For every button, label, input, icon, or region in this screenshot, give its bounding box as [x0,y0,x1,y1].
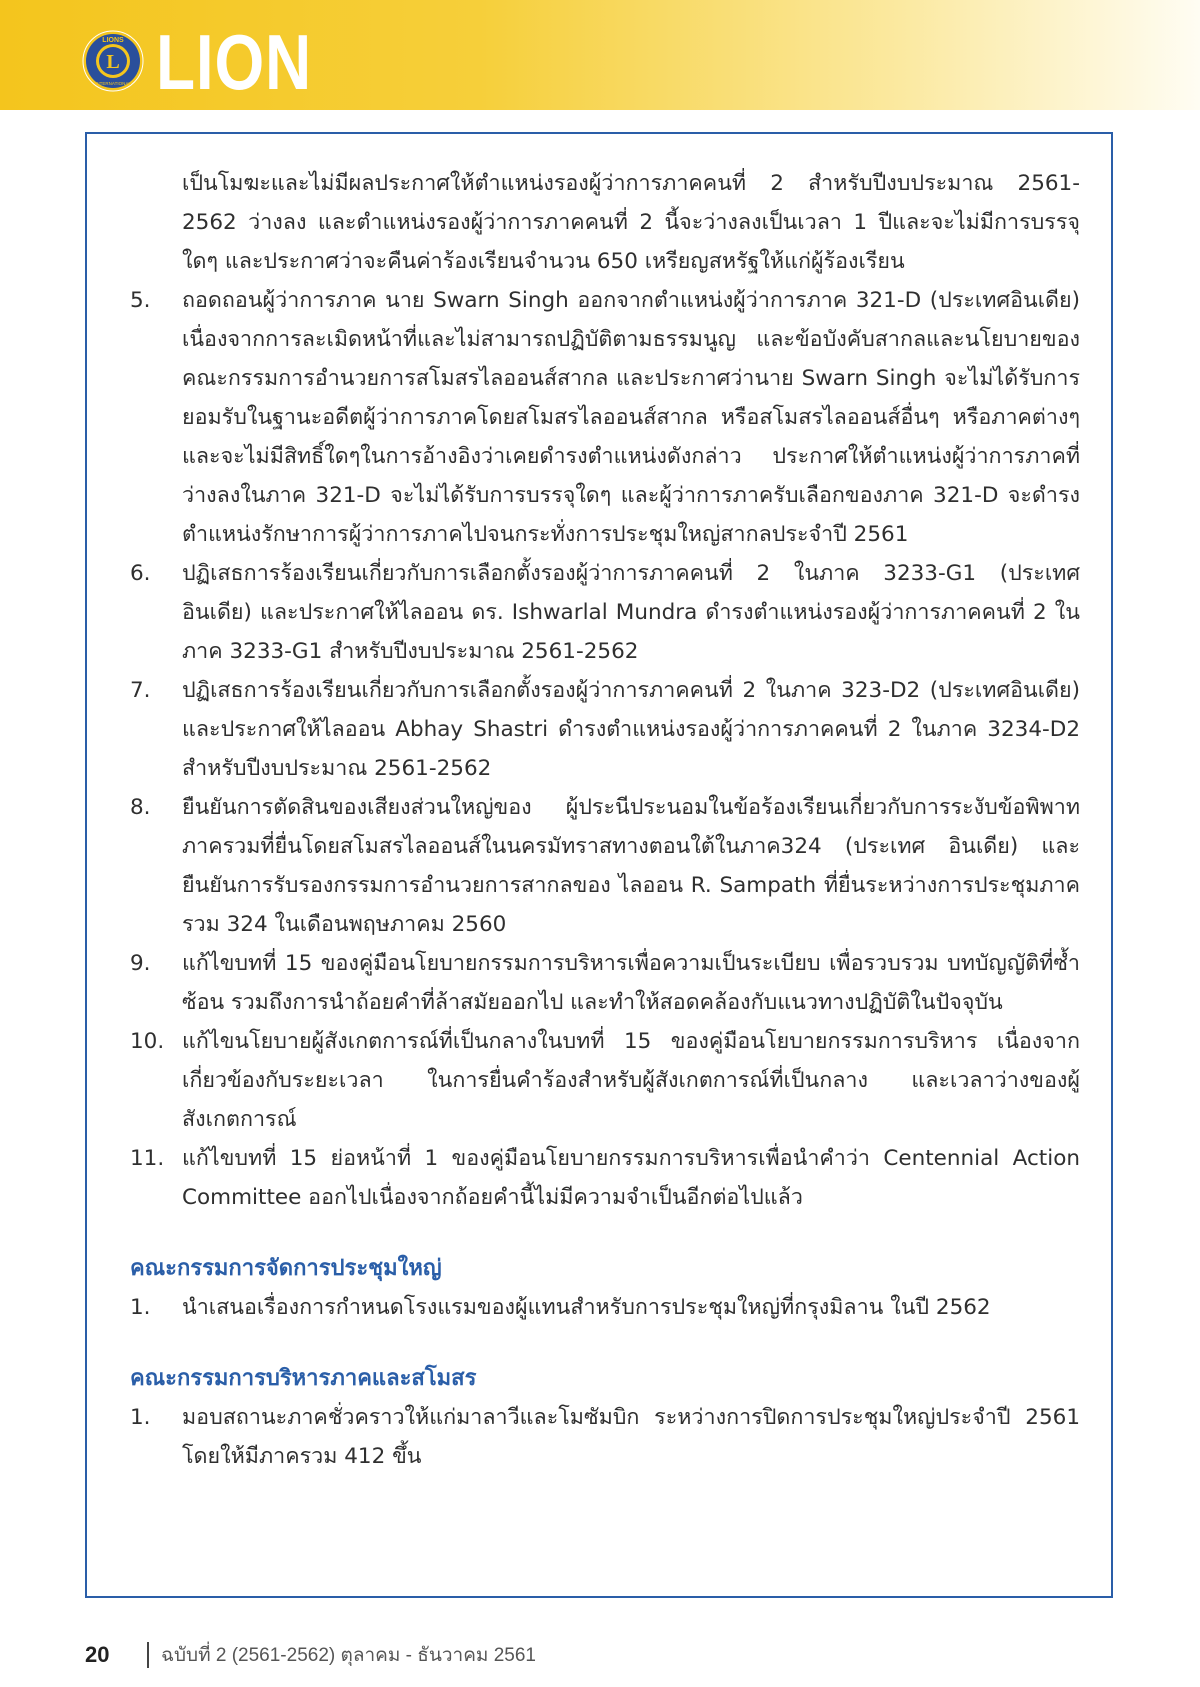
item-number: 6. [130,561,151,586]
logo-letter: L [106,51,120,73]
list-item [130,671,1080,788]
item-number: 1. [130,1405,151,1430]
page-footer [85,1640,536,1670]
section-heading-convention: คณะกรรมการจัดการประชุมใหญ่ [130,1256,442,1281]
item-number: 11. [130,1146,165,1171]
lions-logo [82,30,144,92]
intro-paragraph: เป็นโมฆะและไม่มีผลประกาศให้ตำแหน่งรองผู้ว่าการภาคคนที่ 2 สำหรับปีงบประมาณ 2561-2562 ว่างลง และตำแหน่งรองผู้ว่าการภาคคนที่ 2 นี้จะว่างลงเป็นเวลา 1 ปีและจะไม่มีการบรรจุใดๆ และประกาศว่าจะคืนค่าร้องเรียนจำนวน 650 เหรียญสหรัฐให้แก่ผู้ร้องเรียน [182,171,1080,274]
list-item [130,1288,1080,1327]
article-body [130,164,1080,1476]
item-text: นำเสนอเรื่องการกำหนดโรงแรมของผู้แทนสำหรับการประชุมใหญ่ที่กรุงมิลาน ในปี 2562 [182,1295,991,1320]
footer-divider [147,1642,149,1668]
item-text: แก้ไขบทที่ 15 ย่อหน้าที่ 1 ของคู่มือนโยบายกรรมการบริหารเพื่อนำคำว่า Centennial Action Committee ออกไปเนื่องจากถ้อยคำนี้ไม่มีความจำเป็นอีกต่อไปแล้ว [182,1146,1080,1210]
item-text: ยืนยันการตัดสินของเสียงส่วนใหญ่ของ ผู้ประนีประนอมในข้อร้องเรียนเกี่ยวกับการระงับข้อพิพาทภาครวมที่ยื่นโดยสโมสรไลออนส์ในนครมัทราสทางตอนใต้ในภาค324 (ประเทศ อินเดีย) และยืนยันการรับรองกรรมการอำนวยการสากลของ ไลออน R. Sampath ที่ยื่นระหว่างการประชุมภาครวม 324 ในเดือนพฤษภาคม 2560 [182,795,1080,937]
item-number: 8. [130,795,151,820]
item-number: 7. [130,678,151,703]
item-number: 1. [130,1295,151,1320]
list-item [130,554,1080,671]
logo-text-top: LIONS [102,37,124,44]
brand-title: LION [156,18,313,106]
item-text: ปฏิเสธการร้องเรียนเกี่ยวกับการเลือกตั้งรองผู้ว่าการภาคคนที่ 2 ในภาค 323-D2 (ประเทศอินเดีย) และประกาศให้ไลออน Abhay Shastri ดำรงตำแหน่งรองผู้ว่าการภาคคนที่ 2 ในภาค 3234-D2 สำหรับปีงบประมาณ 2561-2562 [182,678,1080,781]
item-text: แก้ไขบทที่ 15 ของคู่มือนโยบายกรรมการบริหารเพื่อความเป็นระเบียบ เพื่อรวบรวม บทบัญญัติที่ซ้ำซ้อน รวมถึงการนำถ้อยคำที่ล้าสมัยออกไป และทำให้สอดคล้องกับแนวทางปฏิบัติในปัจจุบัน [182,951,1080,1015]
list-item [130,1139,1080,1217]
item-number: 9. [130,951,151,976]
issue-info: ฉบับที่ 2 (2561-2562) ตุลาคม - ธันวาคม 2561 [161,1645,536,1666]
item-text: ปฏิเสธการร้องเรียนเกี่ยวกับการเลือกตั้งรองผู้ว่าการภาคคนที่ 2 ในภาค 3233-G1 (ประเทศอินเดีย) และประกาศให้ไลออน ดร. Ishwarlal Mundra ดำรงตำแหน่งรองผู้ว่าการภาคคนที่ 2 ในภาค 3233-G1 สำหรับปีงบประมาณ 2561-2562 [182,561,1080,664]
item-text: แก้ไขนโยบายผู้สังเกตการณ์ที่เป็นกลางในบทที่ 15 ของคู่มือนโยบายกรรมการบริหาร เนื่องจากเกี่ยวข้องกับระยะเวลา ในการยื่นคำร้องสำหรับผู้สังเกตการณ์ที่เป็นกลาง และเวลาว่างของผู้สังเกตการณ์ [182,1029,1080,1132]
list-item [130,281,1080,554]
list-item [130,788,1080,944]
list-item [130,944,1080,1022]
item-number: 10. [130,1029,165,1054]
section-heading-district: คณะกรรมการบริหารภาคและสโมสร [130,1366,477,1391]
list-item [130,1398,1080,1476]
item-text: ถอดถอนผู้ว่าการภาค นาย Swarn Singh ออกจากตำแหน่งผู้ว่าการภาค 321-D (ประเทศอินเดีย) เนื่องจากการละเมิดหน้าที่และไม่สามารถปฏิบัติตามธรรมนูญ และข้อบังคับสากลและนโยบายของคณะกรรมการอำนวยการสโมสรไลออนส์สากล และประกาศว่านาย Swarn Singh จะไม่ได้รับการยอมรับในฐานะอดีตผู้ว่าการภาคโดยสโมสรไลออนส์สากล หรือสโมสรไลออนส์อื่นๆ หรือภาคต่างๆ และจะไม่มีสิทธิ์ใดๆในการอ้างอิงว่าเคยดำรงตำแหน่งดังกล่าว ประกาศให้ตำแหน่งผู้ว่าการภาคที่ว่างลงในภาค 321-D จะไม่ได้รับการบรรจุใดๆ และผู้ว่าการภาครับเลือกของภาค 321-D จะดำรงตำแหน่งรักษาการผู้ว่าการภาคไปจนกระทั่งการประชุมใหญ่สากลประจำปี 2561 [182,288,1080,547]
list-item [130,1022,1080,1139]
item-text: มอบสถานะภาคชั่วคราวให้แก่มาลาวีและโมซัมบิก ระหว่างการปิดการประชุมใหญ่ประจำปี 2561 โดยให้มีภาครวม 412 ขึ้น [182,1405,1080,1469]
logo-text-bottom: INTERNATIONAL [95,81,131,86]
item-number: 5. [130,288,151,313]
page-number: 20 [85,1642,110,1667]
